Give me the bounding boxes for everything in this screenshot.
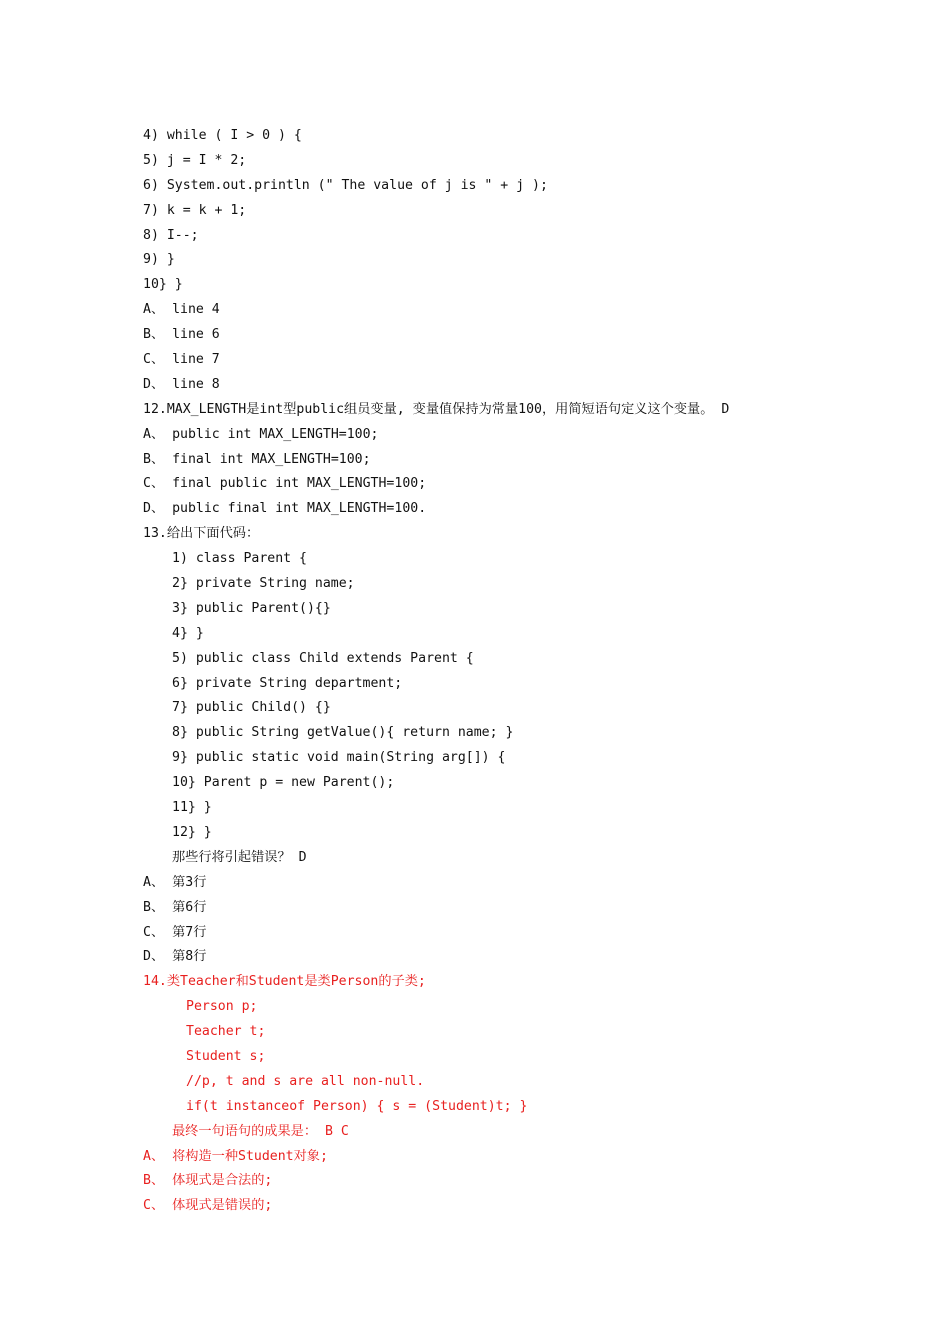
question-11-options <box>143 298 823 398</box>
question-13-code <box>143 547 823 846</box>
option-c: C、 line 7 <box>143 352 220 368</box>
code-line: 4} } <box>172 625 204 641</box>
code-line: 1) class Parent { <box>172 551 307 567</box>
code-line: Person p; <box>186 999 258 1015</box>
code-line: //p, t and s are all non-null. <box>186 1073 425 1089</box>
option-a: A、 line 4 <box>143 302 220 318</box>
code-line: 4) while ( I > 0 ) { <box>143 128 302 143</box>
code-line: 8) I--; <box>143 227 199 243</box>
option-c: C、 体现式是错误的; <box>143 1198 273 1214</box>
code-line: 5) public class Child extends Parent { <box>172 650 474 666</box>
code-line: 12} } <box>172 824 212 840</box>
question-14-prompt: 最终一句语句的成果是： B C <box>172 1123 349 1139</box>
code-line: 6) System.out.println (" The value of j is " + j ); <box>143 177 548 193</box>
option-d: D、 line 8 <box>143 376 220 392</box>
question-12-options <box>143 423 823 523</box>
option-b: B、 第6行 <box>143 899 207 915</box>
option-b: B、 体现式是合法的; <box>143 1173 273 1189</box>
code-line: 3} public Parent(){} <box>172 600 331 616</box>
code-line: 10} } <box>143 277 183 293</box>
question-13-options <box>143 871 823 971</box>
code-line: 7) k = k + 1; <box>143 202 247 218</box>
code-line: Student s; <box>186 1048 266 1064</box>
code-line: 7} public Child() {} <box>172 700 331 716</box>
code-line: Teacher t; <box>186 1024 266 1040</box>
code-line: if(t instanceof Person) { s = (Student)t; } <box>186 1098 528 1114</box>
code-line: 8} public String getValue(){ return name; } <box>172 725 514 741</box>
question-14-options <box>143 1145 823 1220</box>
question-11-code <box>143 124 823 298</box>
option-a: A、 public int MAX_LENGTH=100; <box>143 426 379 442</box>
code-line: 11} } <box>172 800 212 816</box>
question-13-prompt: 那些行将引起错误？ D <box>172 849 307 865</box>
question-12-text: 12.MAX_LENGTH是int型public组员变量, 变量值保持为常量100，用简短语句定义这个变量。 D <box>143 401 730 417</box>
option-c: C、 final public int MAX_LENGTH=100; <box>143 476 427 492</box>
code-line: 5) j = I * 2; <box>143 152 247 168</box>
code-line: 2} private String name; <box>172 576 355 592</box>
code-line: 9) } <box>143 252 175 268</box>
option-b: B、 final int MAX_LENGTH=100; <box>143 451 371 467</box>
option-b: B、 line 6 <box>143 327 220 343</box>
option-d: D、 第8行 <box>143 949 207 965</box>
question-13-text: 13.给出下面代码： <box>143 526 260 542</box>
code-line: 9} public static void main(String arg[]) { <box>172 750 506 766</box>
option-c: C、 第7行 <box>143 924 207 940</box>
question-14-code <box>143 995 823 1119</box>
question-14-text: 14.类Teacher和Student是类Person的子类; <box>143 974 426 990</box>
option-a: A、 第3行 <box>143 874 207 890</box>
code-line: 6} private String department; <box>172 675 403 691</box>
document-content <box>143 124 823 1219</box>
option-a: A、 将构造一种Student对象; <box>143 1148 328 1164</box>
option-d: D、 public final int MAX_LENGTH=100. <box>143 501 427 517</box>
code-line: 10} Parent p = new Parent(); <box>172 775 395 791</box>
